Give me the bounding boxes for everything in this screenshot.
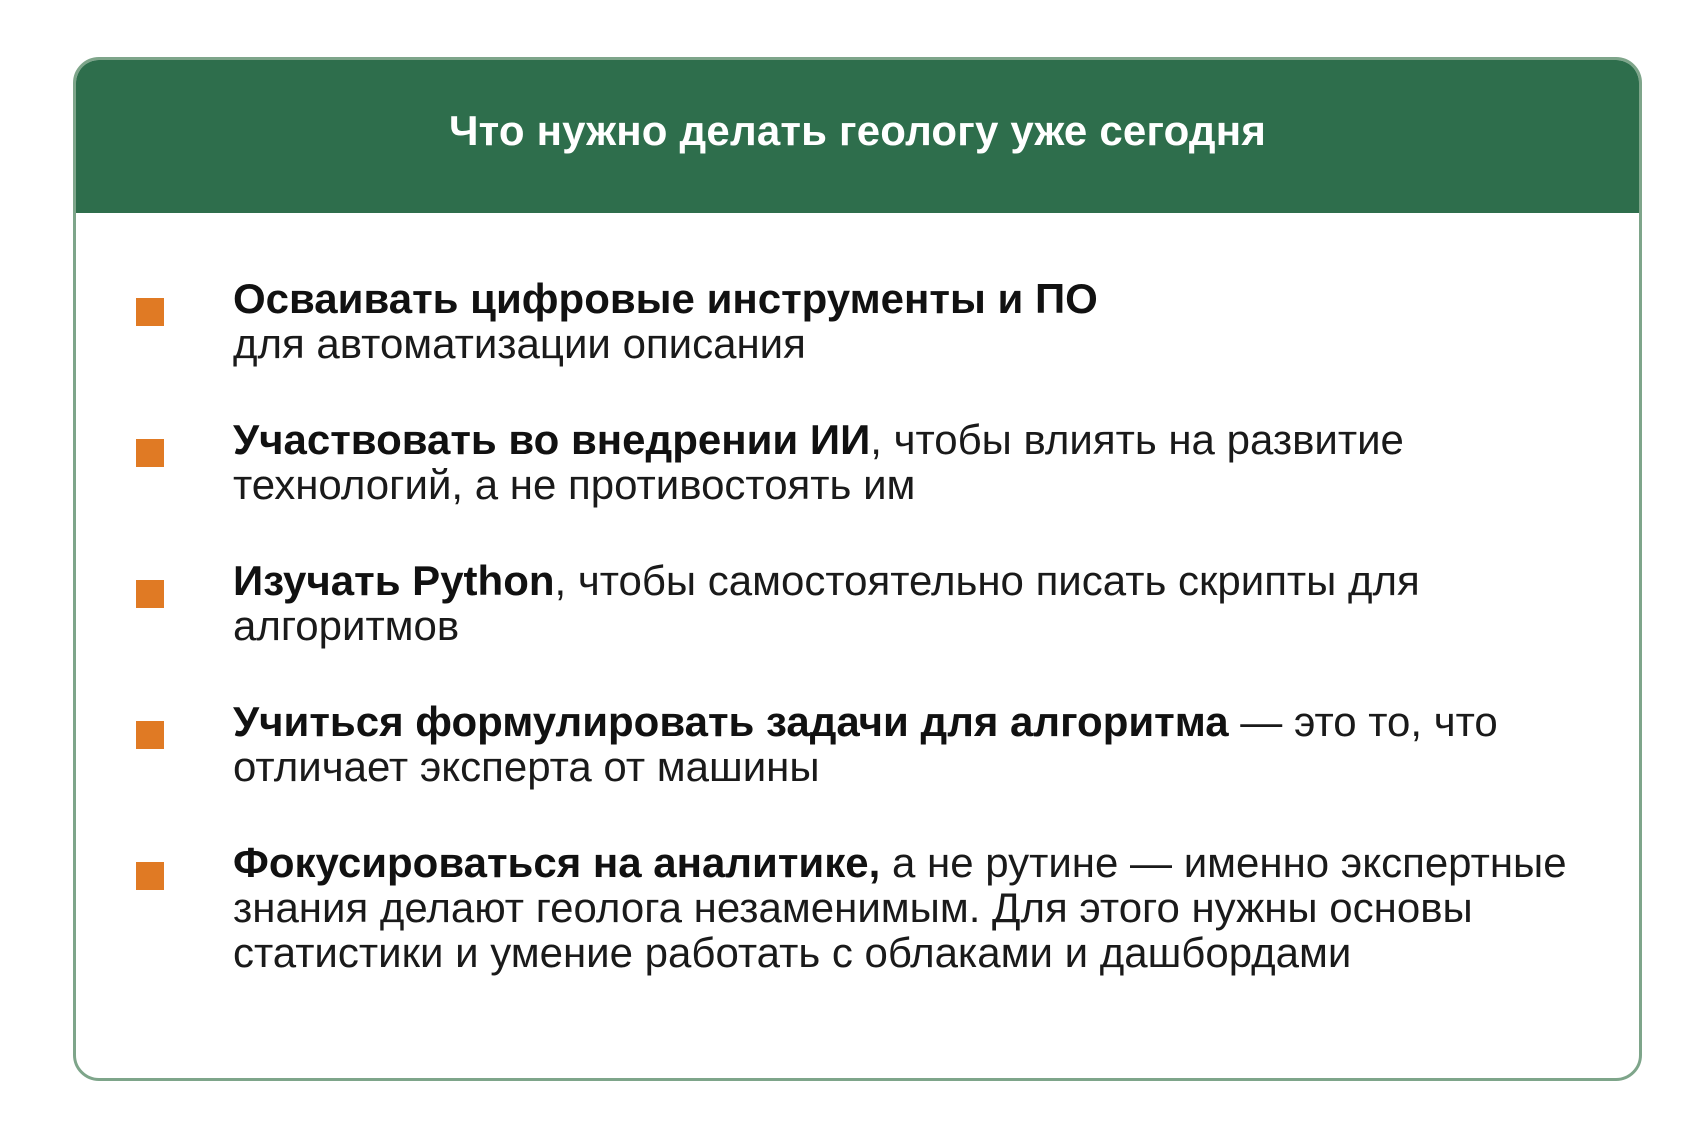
item-rest-text: для автоматизации описания xyxy=(233,320,806,367)
bullet-square-icon xyxy=(136,439,164,467)
item-rest-text: а не рутине — именно экспертные знания делают геолога незаменимым. Для этого нужны основы статистики и умение работать с облаками и дашбордами xyxy=(233,839,1567,976)
item-text xyxy=(233,840,1593,975)
item-text xyxy=(233,558,1593,648)
item-rest-text: — это то, что отличает эксперта от машины xyxy=(233,698,1498,790)
card-header xyxy=(76,60,1639,213)
item-bold-text: Осваивать цифровые инструменты и ПО xyxy=(233,275,1098,322)
item-text xyxy=(233,417,1593,507)
item-text xyxy=(233,276,1593,366)
item-bold-text: Учиться формулировать задачи для алгоритма xyxy=(233,698,1229,745)
bullet-square-icon xyxy=(136,862,164,890)
item-bold-text: Изучать Python xyxy=(233,557,555,604)
bullet-square-icon xyxy=(136,721,164,749)
card-title: Что нужно делать геологу уже сегодня xyxy=(448,106,1267,154)
item-rest-text: , чтобы влиять на развитие технологий, а не противостоять им xyxy=(233,416,1404,508)
bullet-square-icon xyxy=(136,580,164,608)
item-text xyxy=(233,699,1593,789)
item-bold-text: Фокусироваться на аналитике, xyxy=(233,839,881,886)
bullet-square-icon xyxy=(136,298,164,326)
item-rest-text: , чтобы самостоятельно писать скрипты для алгоритмов xyxy=(233,557,1420,649)
item-bold-text: Участвовать во внедрении ИИ xyxy=(233,416,871,463)
info-card xyxy=(73,57,1642,1081)
